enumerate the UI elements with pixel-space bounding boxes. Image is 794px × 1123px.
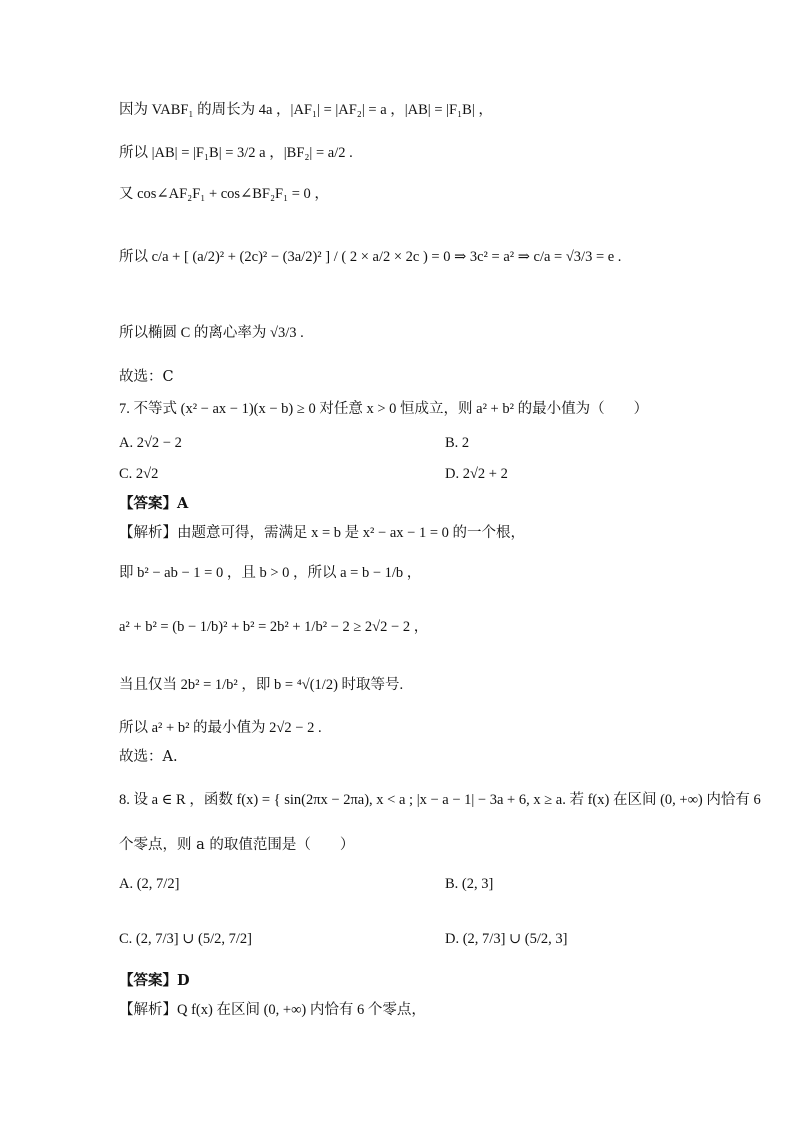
question-8-option-b: B. (2, 3] [445, 876, 494, 892]
answer-choice-q7: 故选：A. [119, 749, 178, 765]
question-8-stem-cont: 个零点，则 a 的取值范围是（ ） [119, 837, 355, 853]
question-7-analysis-3: a² + b² = (b − 1/b)² + b² = 2b² + 1/b² − 2 ≥ 2√2 − 2 ， [119, 619, 429, 635]
question-7-analysis-1: 【解析】由题意可得，需满足 x = b 是 x² − ax − 1 = 0 的一个根， [119, 525, 525, 541]
question-7-option-d: D. 2√2 + 2 [445, 466, 508, 482]
solution-line-perimeter: 因为 VABF₁ 的周长为 4a ，|AF₁| = |AF₂| = a ，|AB| = |F₁B| ， [119, 102, 493, 118]
solution-line-ab-length: 所以 |AB| = |F₁B| = 3/2 a ，|BF₂| = a/2 . [119, 145, 353, 161]
question-7-analysis-5: 所以 a² + b² 的最小值为 2√2 − 2 . [119, 720, 322, 736]
question-8-option-c: C. (2, 7/3] ∪ (5/2, 7/2] [119, 931, 252, 947]
solution-line-cosine-sum: 又 cos∠AF₂F₁ + cos∠BF₂F₁ = 0 ， [119, 186, 329, 202]
question-8-stem: 8. 设 a ∈ R ，函数 f(x) = { sin(2πx − 2πa), x < a ; |x − a − 1| − 3a + 6, x ≥ a. 若 f(x) 在区间 (0, +∞) 内恰有 6 [119, 792, 761, 808]
question-8-option-a: A. (2, 7/2] [119, 876, 180, 892]
question-8-option-d: D. (2, 7/3] ∪ (5/2, 3] [445, 931, 568, 947]
question-7-analysis-4: 当且仅当 2b² = 1/b² ，即 b = ⁴√(1/2) 时取等号. [119, 677, 404, 693]
question-8-answer: 【答案】D [119, 972, 190, 989]
question-7-option-a: A. 2√2 − 2 [119, 435, 182, 451]
question-7-answer: 【答案】A [119, 495, 189, 512]
question-7-option-b: B. 2 [445, 435, 470, 451]
solution-line-eccentricity-result: 所以椭圆 C 的离心率为 √3/3 . [119, 325, 304, 341]
question-8-analysis-1: 【解析】Q f(x) 在区间 (0, +∞) 内恰有 6 个零点， [119, 1002, 426, 1018]
solution-line-eccentricity-equation: 所以 c/a + [ (a/2)² + (2c)² − (3a/2)² ] / ( 2 × a/2 × 2c ) = 0 ⇒ 3c² = a² ⇒ c/a = √3/3 = e . [119, 249, 622, 265]
answer-choice-q6: 故选：C [119, 369, 174, 385]
question-7-stem: 7. 不等式 (x² − ax − 1)(x − b) ≥ 0 对任意 x > 0 恒成立，则 a² + b² 的最小值为（ ） [119, 401, 649, 417]
question-7-analysis-2: 即 b² − ab − 1 = 0 ，且 b > 0 ，所以 a = b − 1/b ， [119, 565, 422, 581]
question-7-option-c: C. 2√2 [119, 466, 159, 482]
